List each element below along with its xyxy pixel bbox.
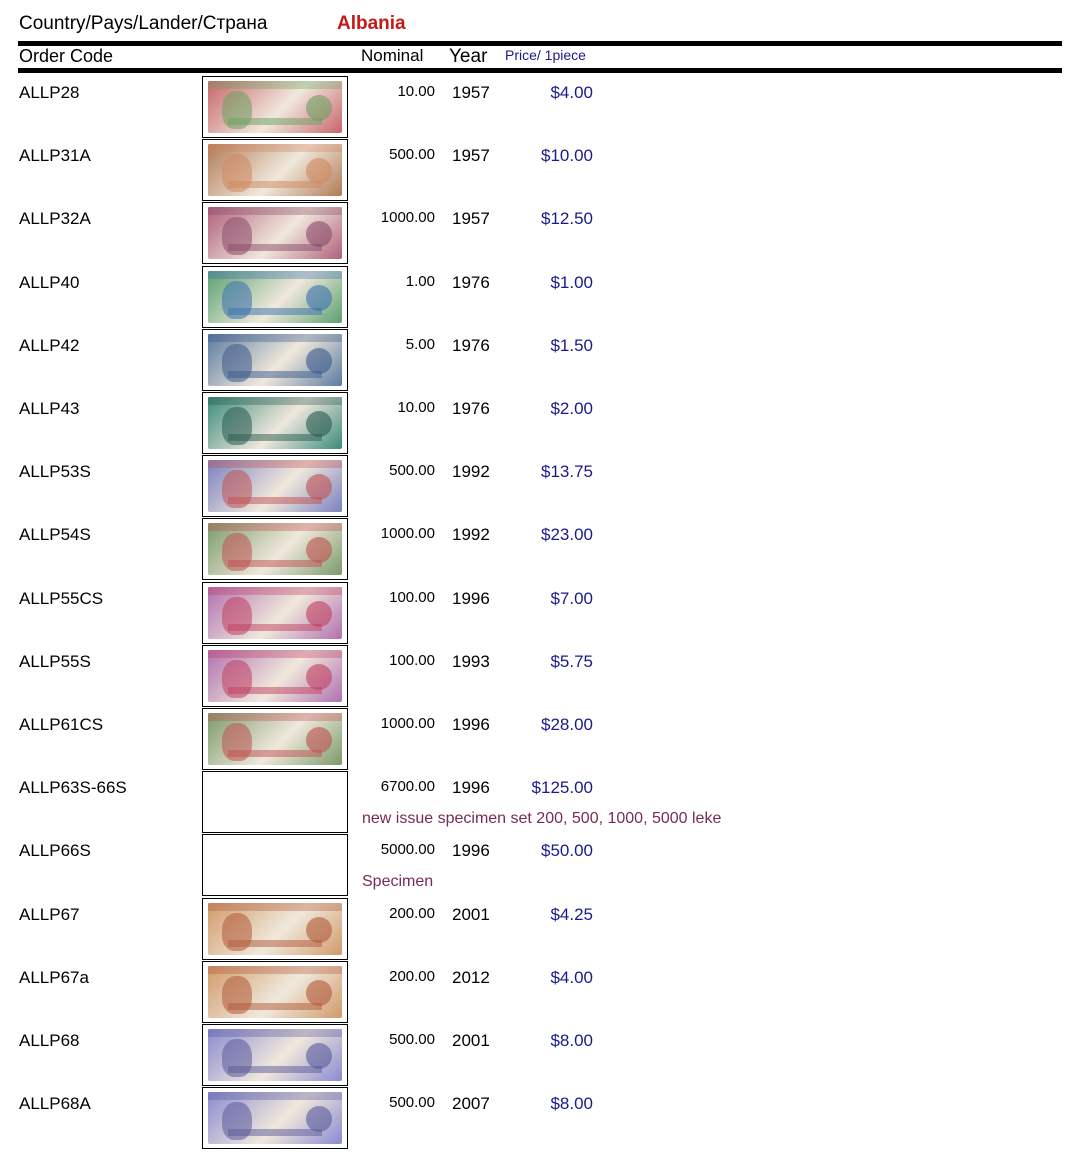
year-value: 1976 xyxy=(452,399,490,418)
header-top-rule xyxy=(18,41,1062,46)
country-name: Albania xyxy=(337,13,406,34)
nominal-value: 100.00 xyxy=(389,588,435,606)
banknote-image xyxy=(202,582,348,644)
banknote-stripe xyxy=(208,397,342,405)
order-code: ALLP40 xyxy=(19,272,80,292)
table-row xyxy=(0,202,1073,265)
price-value: $125.00 xyxy=(531,778,593,798)
order-code: ALLP32A xyxy=(19,209,91,229)
nominal-value: 10.00 xyxy=(397,83,435,100)
price-value: $4.25 xyxy=(550,904,593,924)
banknote-face xyxy=(208,966,342,1018)
banknote-text-band xyxy=(228,434,322,441)
banknote-image xyxy=(202,455,348,517)
table-row xyxy=(0,961,1073,1024)
banknote-face xyxy=(208,1092,342,1144)
nominal-value: 200.00 xyxy=(389,904,435,922)
banknote-text-band xyxy=(228,940,322,947)
price-value: $2.00 xyxy=(550,399,593,418)
banknote-stripe xyxy=(208,903,342,911)
nominal-value: 500.00 xyxy=(389,462,435,480)
banknote-stripe xyxy=(208,334,342,342)
price-value: $1.50 xyxy=(550,335,593,355)
nominal-value: 1000.00 xyxy=(380,209,435,227)
table-row xyxy=(0,582,1073,645)
table-row xyxy=(0,645,1073,708)
empty-image-box xyxy=(202,834,348,896)
banknote-stripe xyxy=(208,144,342,152)
banknote-image xyxy=(202,202,348,264)
nominal-value: 5.00 xyxy=(405,335,435,353)
row-note: Specimen xyxy=(362,873,434,891)
year-value: 1957 xyxy=(452,209,490,229)
banknote-face xyxy=(208,713,342,765)
year-value: 1992 xyxy=(452,525,490,545)
year-value: 1976 xyxy=(452,335,490,355)
order-code: ALLP61CS xyxy=(19,715,104,734)
year-value: 2001 xyxy=(452,1031,490,1050)
year-value: 1957 xyxy=(452,146,490,166)
banknote-text-band xyxy=(228,687,322,694)
table-row xyxy=(0,76,1073,139)
banknote-face xyxy=(208,334,342,386)
table-row xyxy=(0,771,1073,834)
banknote-stripe xyxy=(208,207,342,215)
banknote-face xyxy=(208,397,342,449)
table-row xyxy=(0,139,1073,202)
year-value: 1996 xyxy=(452,588,490,608)
year-value: 2001 xyxy=(452,904,490,924)
table-row xyxy=(0,266,1073,329)
year-value: 1992 xyxy=(452,462,490,482)
table-row xyxy=(0,834,1073,897)
empty-image-box xyxy=(202,771,348,833)
price-value: $13.75 xyxy=(541,462,593,482)
banknote-text-band xyxy=(228,118,322,125)
year-value: 1996 xyxy=(452,841,490,861)
price-value: $8.00 xyxy=(550,1031,593,1050)
year-value: 1957 xyxy=(452,83,490,102)
nominal-value: 1.00 xyxy=(405,272,435,290)
price-value: $4.00 xyxy=(550,83,593,102)
banknote-image xyxy=(202,392,348,454)
order-code: ALLP28 xyxy=(19,83,80,102)
column-header-year: Year xyxy=(449,46,488,67)
banknote-face xyxy=(208,587,342,639)
banknote-text-band xyxy=(228,497,322,504)
column-header-price: Price/ 1piece xyxy=(505,47,586,63)
banknote-stripe xyxy=(208,1029,342,1037)
banknote-image xyxy=(202,76,348,138)
banknote-text-band xyxy=(228,244,322,251)
banknote-face xyxy=(208,81,342,133)
order-code: ALLP66S xyxy=(19,841,91,861)
order-code: ALLP55CS xyxy=(19,588,104,608)
banknote-text-band xyxy=(228,750,322,757)
table-row xyxy=(0,708,1073,771)
banknote-image xyxy=(202,518,348,580)
year-value: 1993 xyxy=(452,651,490,671)
order-code: ALLP68A xyxy=(19,1094,91,1114)
banknote-stripe xyxy=(208,271,342,279)
price-value: $1.00 xyxy=(550,272,593,292)
banknote-stripe xyxy=(208,966,342,974)
country-label: Country/Pays/Lander/Страна xyxy=(19,13,268,34)
table-row xyxy=(0,329,1073,392)
banknote-face xyxy=(208,271,342,323)
year-value: 1996 xyxy=(452,715,490,734)
banknote-image xyxy=(202,645,348,707)
banknote-stripe xyxy=(208,81,342,89)
banknote-face xyxy=(208,903,342,955)
table-row xyxy=(0,392,1073,455)
banknote-stripe xyxy=(208,650,342,658)
price-value: $28.00 xyxy=(541,715,593,734)
banknote-face xyxy=(208,207,342,259)
year-value: 1996 xyxy=(452,778,490,798)
banknote-stripe xyxy=(208,523,342,531)
price-value: $5.75 xyxy=(550,651,593,671)
order-code: ALLP55S xyxy=(19,651,91,671)
banknote-image xyxy=(202,708,348,770)
banknote-stripe xyxy=(208,587,342,595)
header-bottom-rule xyxy=(18,68,1062,73)
table-row xyxy=(0,898,1073,961)
nominal-value: 500.00 xyxy=(389,1094,435,1112)
table-row xyxy=(0,518,1073,581)
banknote-face xyxy=(208,523,342,575)
banknote-text-band xyxy=(228,308,322,315)
banknote-image xyxy=(202,961,348,1023)
order-code: ALLP42 xyxy=(19,335,80,355)
order-code: ALLP67a xyxy=(19,967,89,987)
price-value: $10.00 xyxy=(541,146,593,166)
year-value: 1976 xyxy=(452,272,490,292)
price-value: $50.00 xyxy=(541,841,593,861)
banknote-image xyxy=(202,266,348,328)
banknote-text-band xyxy=(228,1066,322,1073)
banknote-face xyxy=(208,650,342,702)
nominal-value: 6700.00 xyxy=(380,778,435,796)
order-code: ALLP67 xyxy=(19,904,80,924)
banknote-text-band xyxy=(228,1003,322,1010)
banknote-text-band xyxy=(228,181,322,188)
year-value: 2007 xyxy=(452,1094,490,1114)
table-row xyxy=(0,1024,1073,1087)
price-value: $8.00 xyxy=(550,1094,593,1114)
banknote-stripe xyxy=(208,713,342,721)
order-code: ALLP43 xyxy=(19,399,80,418)
banknote-image xyxy=(202,898,348,960)
order-code: ALLP53S xyxy=(19,462,91,482)
banknote-face xyxy=(208,460,342,512)
banknote-text-band xyxy=(228,1129,322,1136)
banknote-text-band xyxy=(228,371,322,378)
banknote-image xyxy=(202,139,348,201)
nominal-value: 200.00 xyxy=(389,967,435,985)
nominal-value: 5000.00 xyxy=(380,841,435,859)
column-header-order-code: Order Code xyxy=(19,46,114,66)
nominal-value: 10.00 xyxy=(397,399,435,416)
nominal-value: 500.00 xyxy=(389,1031,435,1048)
banknote-stripe xyxy=(208,1092,342,1100)
price-value: $7.00 xyxy=(550,588,593,608)
column-header-nominal: Nominal xyxy=(361,46,424,65)
banknote-image xyxy=(202,1087,348,1149)
banknote-face xyxy=(208,144,342,196)
table-row xyxy=(0,455,1073,518)
year-value: 2012 xyxy=(452,967,490,987)
banknote-image xyxy=(202,329,348,391)
nominal-value: 100.00 xyxy=(389,651,435,669)
nominal-value: 500.00 xyxy=(389,146,435,164)
order-code: ALLP68 xyxy=(19,1031,80,1050)
nominal-value: 1000.00 xyxy=(380,715,435,732)
row-note: new issue specimen set 200, 500, 1000, 5000 leke xyxy=(362,810,722,828)
order-code: ALLP63S-66S xyxy=(19,778,127,798)
price-value: $23.00 xyxy=(541,525,593,545)
table-row xyxy=(0,1087,1073,1150)
banknote-face xyxy=(208,1029,342,1081)
banknote-text-band xyxy=(228,624,322,631)
banknote-image xyxy=(202,1024,348,1086)
banknote-stripe xyxy=(208,460,342,468)
price-value: $12.50 xyxy=(541,209,593,229)
order-code: ALLP54S xyxy=(19,525,91,545)
nominal-value: 1000.00 xyxy=(380,525,435,543)
banknote-text-band xyxy=(228,560,322,567)
order-code: ALLP31A xyxy=(19,146,91,166)
price-value: $4.00 xyxy=(550,967,593,987)
